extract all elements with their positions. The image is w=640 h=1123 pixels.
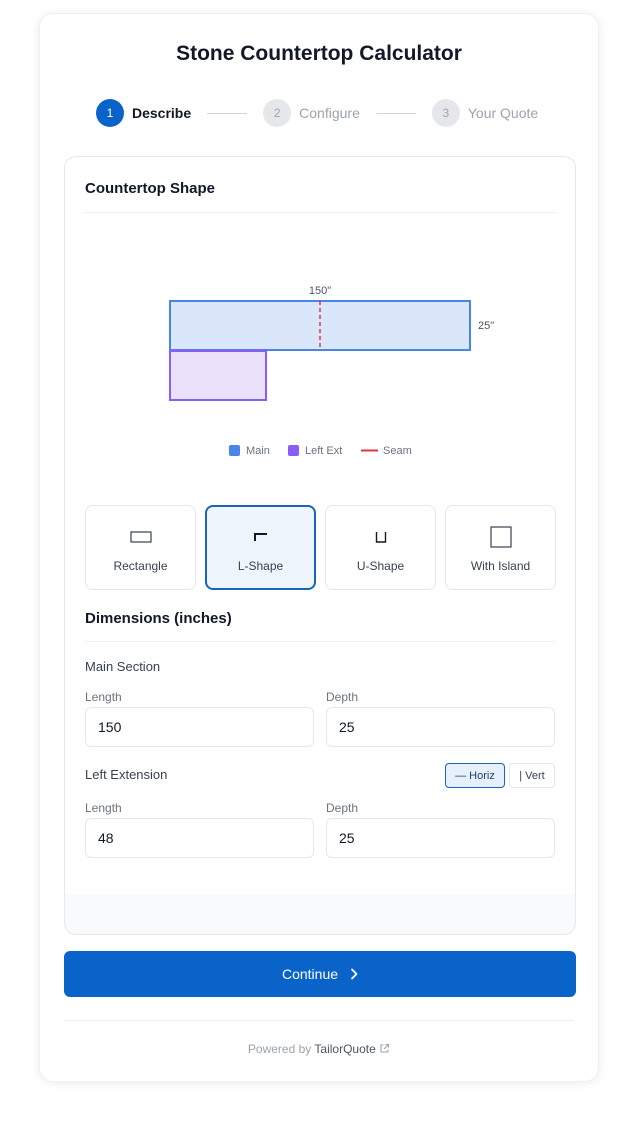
main-section-label: Main Section (85, 659, 161, 674)
shape-option-u-shape[interactable] (325, 505, 436, 590)
legend-left-ext-swatch (288, 445, 299, 456)
ext-depth-label: Depth (326, 801, 359, 815)
rectangle-icon (130, 523, 152, 551)
section-title-dimensions: Dimensions (inches) (85, 610, 232, 627)
footer-divider (64, 1020, 574, 1021)
powered-by-text: Powered by (247, 1042, 312, 1056)
left-extension-shape[interactable] (170, 351, 266, 400)
l-shape-icon (254, 523, 268, 551)
shape-option-label: Rectangle (113, 558, 168, 573)
section-divider (85, 641, 555, 642)
main-length-label: Length (85, 690, 122, 704)
step-describe[interactable] (96, 99, 191, 127)
legend-left-ext-label: Left Ext (305, 445, 343, 457)
powered-by (40, 1042, 598, 1056)
orientation-horiz-button[interactable]: — Horiz (445, 763, 505, 788)
shape-option-label: U-Shape (356, 558, 405, 573)
legend-main-swatch (229, 445, 240, 456)
shape-option-label: L-Shape (237, 558, 284, 573)
ext-depth-input[interactable] (326, 818, 555, 858)
shape-option-label: With Island (470, 558, 531, 573)
stepper (96, 98, 538, 128)
u-shape-icon (375, 523, 387, 551)
calculator-card (39, 13, 599, 1082)
orientation-vert-button[interactable]: | Vert (509, 763, 555, 788)
step-label: Configure (299, 105, 360, 121)
step-your-quote[interactable] (432, 99, 538, 127)
section-divider (85, 212, 555, 213)
step-label: Your Quote (467, 105, 539, 121)
length-dimension-label: 150" (308, 285, 332, 297)
step-connector (207, 113, 247, 114)
shape-option-with-island[interactable] (445, 505, 556, 590)
step-configure[interactable] (263, 99, 360, 127)
island-icon (490, 523, 512, 551)
step-connector (376, 113, 416, 114)
shape-options (85, 505, 556, 590)
step-number: 1 (96, 99, 124, 127)
chevron-right-icon (350, 968, 358, 980)
panel-footer (65, 894, 575, 934)
section-title-shape: Countertop Shape (85, 180, 215, 197)
external-link-icon (379, 1042, 390, 1056)
legend-main-label: Main (246, 445, 270, 457)
step-label: Describe (132, 105, 192, 121)
main-depth-input[interactable] (326, 707, 555, 747)
main-length-input[interactable] (85, 707, 314, 747)
depth-dimension-label: 25" (478, 320, 495, 332)
main-depth-label: Depth (326, 690, 359, 704)
ext-length-label: Length (85, 801, 122, 815)
step-number: 2 (263, 99, 291, 127)
shape-option-l-shape[interactable] (205, 505, 316, 590)
shape-option-rectangle[interactable] (85, 505, 196, 590)
ext-length-input[interactable] (85, 818, 314, 858)
legend-seam-label: Seam (383, 445, 412, 457)
page-title: Stone Countertop Calculator (176, 42, 462, 65)
form-panel (64, 156, 576, 935)
step-number: 3 (432, 99, 460, 127)
countertop-diagram (65, 223, 576, 463)
brand-link[interactable]: TailorQuote (314, 1042, 376, 1056)
continue-label: Continue (281, 966, 339, 982)
left-extension-label: Left Extension (85, 767, 168, 782)
continue-button[interactable] (64, 951, 576, 997)
